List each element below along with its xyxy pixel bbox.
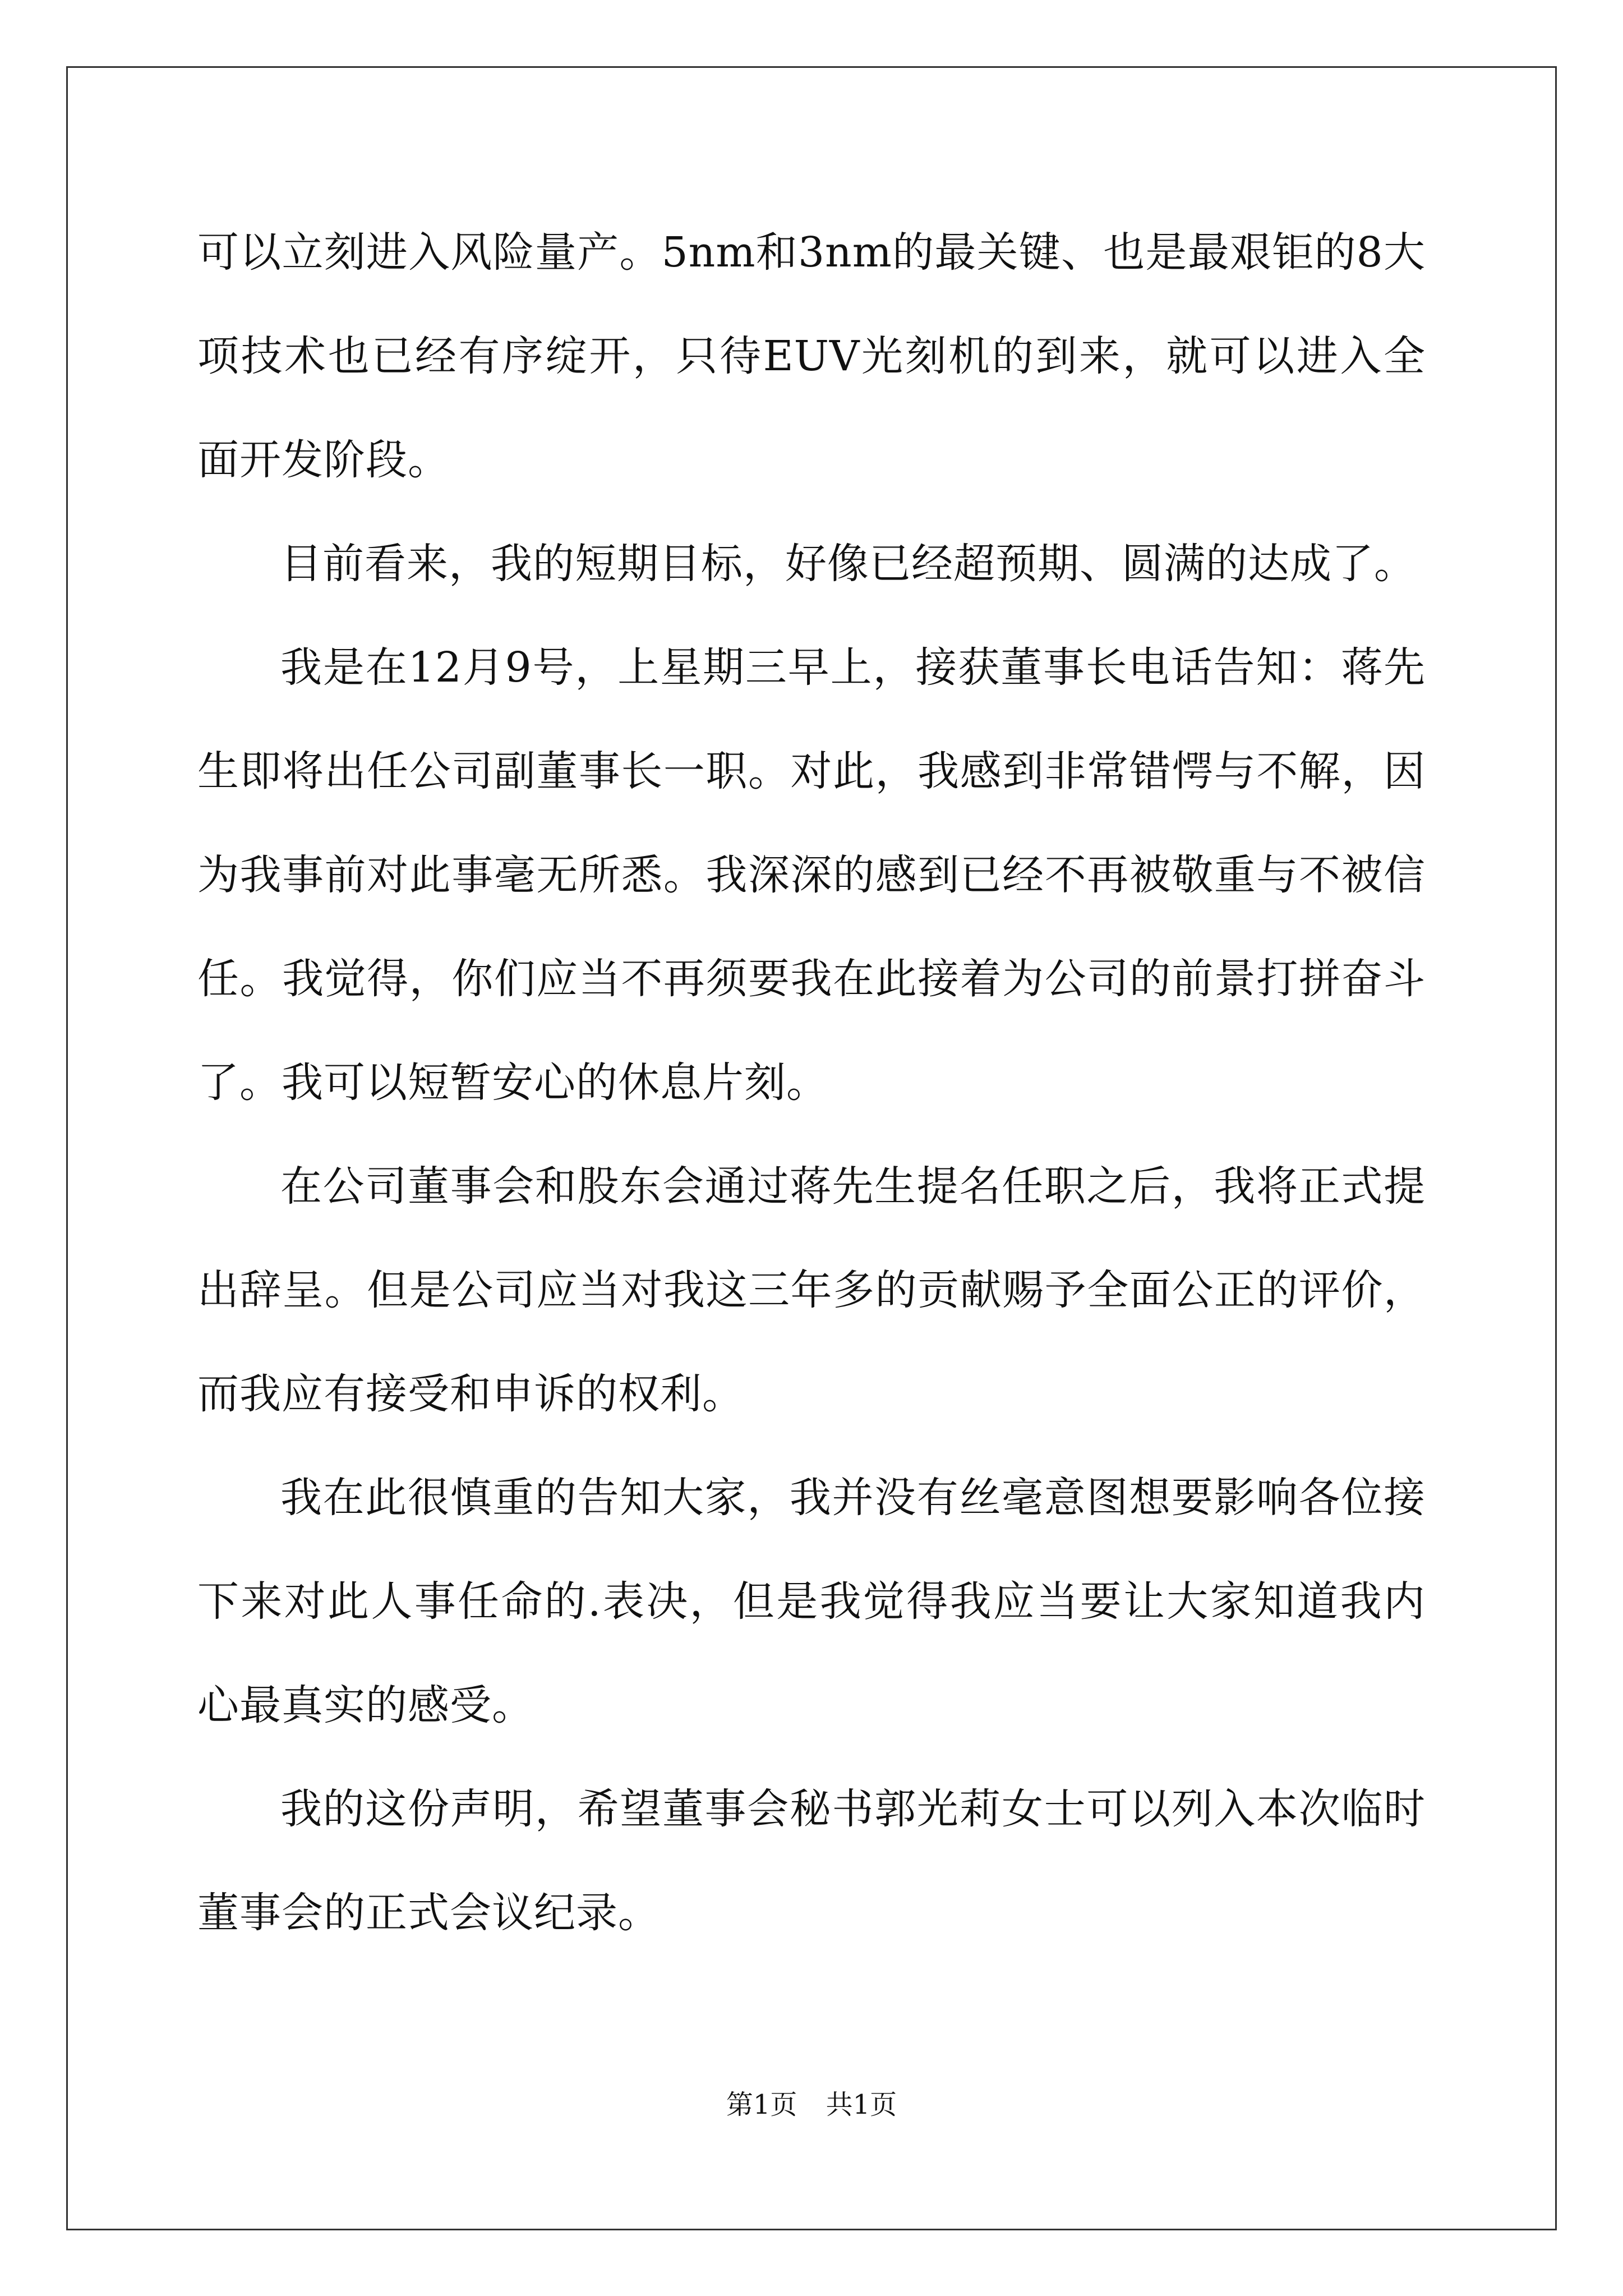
document-body: [197, 201, 1426, 1965]
paragraph: 我是在12月9号，上星期三早上，接获董事长电话告知：蒋先生即将出任公司副董事长一职。对此，我感到非常错愕与不解，因为我事前对此事毫无所悉。我深深的感到已经不再被敬重与不被信任。我觉得，你们应当不再须要我在此接着为公司的前景打拼奋斗了。我可以短暂安心的休息片刻。: [197, 643, 1426, 1107]
page-number-current: 第1页: [726, 2089, 797, 2120]
paragraph: 我在此很慎重的告知大家，我并没有丝毫意图想要影响各位接下来对此人事任命的.表决，但是我觉得我应当要让大家知道我内心最真实的感受。: [197, 1474, 1426, 1729]
paragraph: 我的这份声明，希望董事会秘书郭光莉女士可以列入本次临时董事会的正式会议纪录。: [197, 1785, 1426, 1937]
paragraph: 在公司董事会和股东会通过蒋先生提名任职之后，我将正式提出辞呈。但是公司应当对我这三年多的贡献赐予全面公正的评价，而我应有接受和申诉的权利。: [197, 1162, 1426, 1418]
paragraph: 可以立刻进入风险量产。5nm和3nm的最关键、也是最艰钜的8大项技术也已经有序绽开，只待EUV光刻机的到来，就可以进入全面开发阶段。: [197, 228, 1426, 484]
page-number-total: 共1页: [826, 2089, 897, 2120]
page-footer: [0, 2088, 1623, 2122]
paragraph: 目前看来，我的短期目标，好像已经超预期、圆满的达成了。: [280, 540, 1416, 588]
